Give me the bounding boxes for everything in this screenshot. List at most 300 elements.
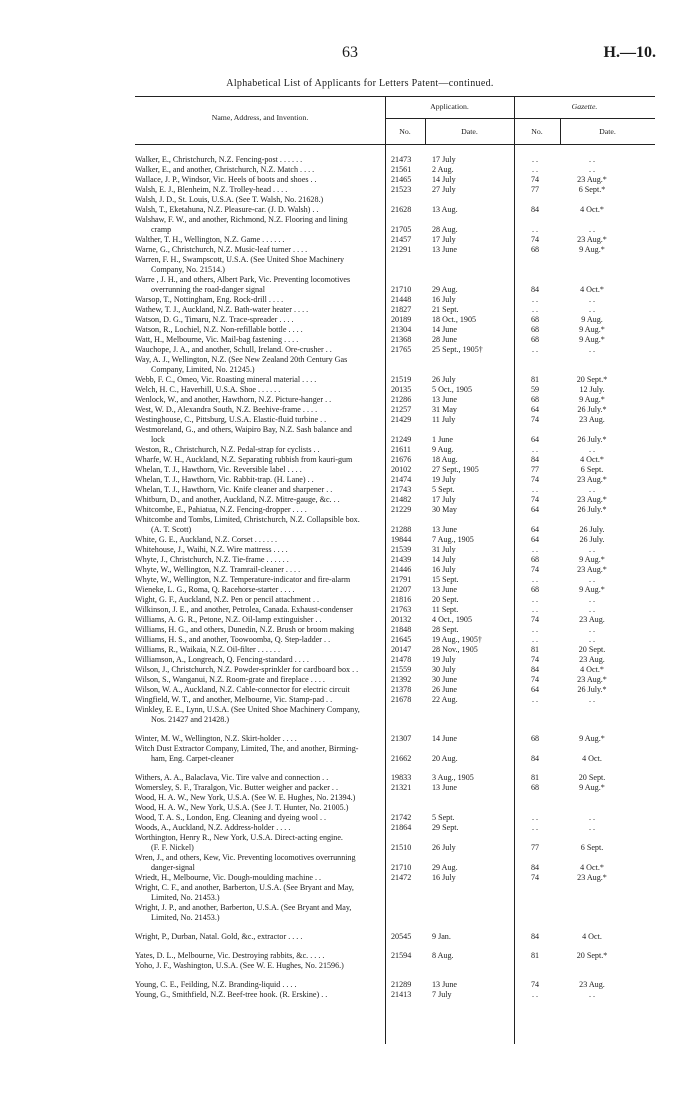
list-item (0, 165, 700, 175)
application-number: 20147 (391, 645, 412, 654)
application-number: 21519 (391, 375, 412, 384)
gazette-number: . . (531, 225, 539, 234)
application-date: 14 July (432, 555, 456, 564)
list-item (0, 275, 700, 295)
list-item (0, 245, 700, 255)
list-item (0, 485, 700, 495)
applicant-entry (0, 485, 385, 495)
applicant-text: Westmoreland, G., and others, Waipiro Bay, N.Z. Sash balance and (135, 425, 352, 434)
gazette-date: 26 July. (579, 525, 605, 534)
list-item (0, 793, 700, 803)
gazette-number: 81 (530, 951, 540, 960)
applicant-text-continued: Company, No. 21514.) (151, 265, 225, 274)
application-date: 15 Sept. (432, 575, 459, 584)
application-number: 21763 (391, 605, 412, 614)
gazette-number: . . (531, 155, 539, 164)
gazette-number: 81 (530, 645, 540, 654)
application-date: 16 July (432, 565, 456, 574)
list-item (0, 635, 700, 645)
gazette-number: 74 (530, 615, 540, 624)
application-number: 21827 (391, 305, 412, 314)
gazette-date: 20 Sept.* (576, 375, 608, 384)
gazette-date: 9 Aug.* (579, 555, 605, 564)
applicant-text: Williams, H. G., and others, Dunedin, N.Z. Brush or broom making (135, 625, 355, 634)
list-item (0, 932, 700, 942)
gazette-date: . . (588, 813, 596, 822)
gazette-number: 68 (530, 245, 540, 254)
list-item (0, 823, 700, 833)
applicant-entry (0, 155, 385, 165)
list-item (0, 783, 700, 793)
gazette-number: 68 (530, 315, 540, 324)
gazette-number: 74 (530, 175, 540, 184)
gazette-number: 64 (530, 405, 540, 414)
list-item (0, 255, 700, 275)
applicant-entry (0, 951, 385, 961)
applicant-text: Watson, D. G., Timaru, N.Z. Trace-spreader . . . . (135, 315, 294, 324)
gazette-date: . . (588, 990, 596, 999)
header-gazette: Gazette. (571, 102, 598, 111)
gazette-date: 26 July.* (577, 505, 607, 514)
applicant-entry (0, 195, 385, 205)
list-item (0, 415, 700, 425)
list-item (0, 605, 700, 615)
page-reference: H.—10. (603, 44, 656, 61)
applicant-text: Woods, A., Auckland, N.Z. Address-holder . . . . (135, 823, 291, 832)
gazette-number: 74 (530, 415, 540, 424)
application-date: 17 July (432, 235, 456, 244)
applicant-text: Walther, T. H., Wellington, N.Z. Game . . . . . . (135, 235, 285, 244)
applicant-entry (0, 245, 385, 255)
application-number: 21523 (391, 185, 412, 194)
gazette-number: 84 (530, 285, 540, 294)
application-number: 21561 (391, 165, 412, 174)
applicant-entry (0, 932, 385, 942)
gazette-date: . . (588, 305, 596, 314)
row-spacer (0, 725, 700, 734)
application-date: 18 Aug. (432, 455, 458, 464)
applicant-list (0, 155, 700, 1000)
application-number: 21611 (391, 445, 411, 454)
gazette-date: . . (588, 545, 596, 554)
application-date: 16 July (432, 873, 456, 882)
application-date: 11 July (432, 415, 456, 424)
list-item (0, 495, 700, 505)
applicant-text: Wright, J. P., and another, Barberton, U.S.A. (See Bryant and May, (135, 903, 352, 912)
application-number: 21368 (391, 335, 412, 344)
gazette-number: . . (531, 695, 539, 704)
gazette-number: 84 (530, 932, 540, 941)
application-number: 21257 (391, 405, 412, 414)
applicant-text: Walsh, T., Eketahuna, N.Z. Pleasure-car. (J. D. Walsh) . . (135, 205, 319, 214)
application-number: 21478 (391, 655, 412, 664)
gazette-number: 84 (530, 205, 540, 214)
application-number: 21249 (391, 435, 412, 444)
applicant-entry (0, 465, 385, 475)
application-date: 13 June (432, 783, 457, 792)
gazette-number: 74 (530, 495, 540, 504)
applicant-text: Wight, G. F., Auckland, N.Z. Pen or pencil attachment . . (135, 595, 320, 604)
application-date: 5 Sept. (432, 485, 455, 494)
gazette-date: . . (588, 595, 596, 604)
applicant-text: Walsh, J. D., St. Louis, U.S.A. (See T. Walsh, No. 21628.) (135, 195, 324, 204)
application-number: 19844 (391, 535, 412, 544)
list-item (0, 395, 700, 405)
application-date: 17 July (432, 155, 456, 164)
list-item (0, 803, 700, 813)
application-number: 21229 (391, 505, 412, 514)
applicant-text: Way, A. J., Wellington, N.Z. (See New Zealand 20th Century Gas (135, 355, 348, 364)
gazette-number: 74 (530, 475, 540, 484)
applicant-entry (0, 645, 385, 655)
applicant-entry (0, 515, 385, 535)
list-item (0, 615, 700, 625)
gazette-date: 23 Aug.* (577, 873, 607, 882)
applicant-entry (0, 595, 385, 605)
applicant-entry (0, 415, 385, 425)
application-date: 19 July (432, 655, 456, 664)
applicant-text: Winter, M. W., Wellington, N.Z. Skirt-holder . . . . (135, 734, 297, 743)
page-title: Alphabetical List of Applicants for Letters Patent—continued. (226, 78, 494, 89)
applicant-text: Warren, F. H., Swampscott, U.S.A. (See United Shoe Machinery (135, 255, 345, 264)
gazette-number: 74 (530, 565, 540, 574)
list-item (0, 705, 700, 725)
gazette-date: 4 Oct. (582, 932, 602, 941)
gazette-number: 64 (530, 505, 540, 514)
applicant-text: Warne, G., Christchurch, N.Z. Music-leaf turner . . . . (135, 245, 308, 254)
application-number: 21662 (391, 754, 412, 763)
list-item (0, 295, 700, 305)
application-date: 3 Aug., 1905 (432, 773, 474, 782)
applicant-text: Williams, A. G. R., Petone, N.Z. Oil-lamp extinguisher . . (135, 615, 322, 624)
applicant-text: Whyte, J., Christchurch, N.Z. Tie-frame . . . . . . (135, 555, 289, 564)
applicant-text: Wood, H. A. W., New York, U.S.A. (See W. E. Hughes, No. 21394.) (135, 793, 356, 802)
applicant-text: Wathew, T. J., Auckland, N.Z. Bath-water heater . . . . (135, 305, 309, 314)
application-date: 7 Aug., 1905 (432, 535, 474, 544)
gazette-date: 6 Sept. (580, 465, 604, 474)
applicant-entry (0, 345, 385, 355)
application-date: 14 June (432, 734, 457, 743)
row-spacer (0, 942, 700, 951)
application-date: 27 July (432, 185, 456, 194)
application-number: 21378 (391, 685, 412, 694)
list-item (0, 595, 700, 605)
gazette-date: 26 July. (579, 535, 605, 544)
applicant-text: Wren, J., and others, Kew, Vic. Preventing locomotives overrunning (135, 853, 356, 862)
applicant-text-continued: overrunning the road-danger signal (151, 285, 265, 294)
applicant-entry (0, 813, 385, 823)
application-number: 21710 (391, 285, 412, 294)
application-number: 21510 (391, 843, 412, 852)
applicant-text: Whitburn, D., and another, Auckland, N.Z. Mitre-gauge, &c. . . (135, 495, 340, 504)
application-date: 28 Aug. (432, 225, 458, 234)
applicant-entry (0, 575, 385, 585)
applicant-entry (0, 833, 385, 853)
gazette-date: 23 Aug. (579, 655, 605, 664)
gazette-date: . . (588, 625, 596, 634)
list-item (0, 195, 700, 205)
applicant-text: Wood, H. A. W., New York, U.S.A. (See J. T. Hunter, No. 21005.) (135, 803, 349, 812)
gazette-date: . . (588, 225, 596, 234)
applicant-text: Wright, P., Durban, Natal. Gold, &c., extractor . . . . (135, 932, 303, 941)
header-gaz-no: No. (531, 127, 543, 136)
list-item (0, 455, 700, 465)
applicant-entry (0, 175, 385, 185)
gazette-date: 23 Aug. (579, 615, 605, 624)
application-date: 31 July (432, 545, 456, 554)
gazette-date: . . (588, 445, 596, 454)
application-date: 13 June (432, 525, 457, 534)
gazette-date: . . (588, 605, 596, 614)
application-number: 21472 (391, 873, 412, 882)
list-item (0, 465, 700, 475)
applicant-entry (0, 744, 385, 764)
list-item (0, 215, 700, 235)
applicant-entry (0, 685, 385, 695)
list-item (0, 205, 700, 215)
applicant-text: Wingfield, W. T., and another, Melbourne, Vic. Stamp-pad . . (135, 695, 333, 704)
gazette-date: 9 Aug.* (579, 325, 605, 334)
application-number: 20545 (391, 932, 412, 941)
application-number: 21321 (391, 783, 412, 792)
list-item (0, 575, 700, 585)
list-item (0, 515, 700, 535)
list-item (0, 980, 700, 990)
gazette-number: 68 (530, 335, 540, 344)
list-item (0, 505, 700, 515)
header-gaz-date: Date. (599, 127, 616, 136)
applicant-text: White, G. E., Auckland, N.Z. Corset . . . . . . (135, 535, 278, 544)
applicant-text: Whelan, T. J., Hawthorn, Vic. Rabbit-trap. (H. Lane) . . (135, 475, 314, 484)
list-item (0, 405, 700, 415)
application-date: 5 Sept. (432, 813, 455, 822)
application-number: 21816 (391, 595, 412, 604)
gazette-date: 20 Sept.* (576, 951, 608, 960)
gazette-number: . . (531, 545, 539, 554)
table-header (135, 96, 655, 144)
list-item (0, 585, 700, 595)
gazette-date: 9 Aug.* (579, 245, 605, 254)
application-date: 13 June (432, 395, 457, 404)
applicant-text: Whelan, T. J., Hawthorn, Vic. Reversible label . . . . (135, 465, 302, 474)
applicant-entry (0, 475, 385, 485)
list-item (0, 665, 700, 675)
applicant-entry (0, 355, 385, 375)
applicant-entry (0, 961, 385, 971)
gazette-date: . . (588, 823, 596, 832)
list-item (0, 315, 700, 325)
application-number: 21594 (391, 951, 412, 960)
gazette-number: 84 (530, 665, 540, 674)
applicant-entry (0, 665, 385, 675)
applicant-entry (0, 325, 385, 335)
applicant-text: Welch, H. C., Haverhill, U.S.A. Shoe . . . . . . (135, 385, 281, 394)
applicant-text: Walker, E., and another, Christchurch, N.Z. Match . . . . (135, 165, 315, 174)
application-number: 21448 (391, 295, 412, 304)
applicant-entry (0, 565, 385, 575)
applicant-entry (0, 675, 385, 685)
applicant-text: Walshaw, F. W., and another, Richmond, N.Z. Flooring and lining (135, 215, 348, 224)
applicant-entry (0, 495, 385, 505)
applicant-entry (0, 705, 385, 725)
list-item (0, 545, 700, 555)
applicant-text-continued: Company, Limited, No. 21245.) (151, 365, 255, 374)
list-item (0, 695, 700, 705)
gazette-number: . . (531, 813, 539, 822)
list-item (0, 345, 700, 355)
application-date: 19 July (432, 475, 456, 484)
application-date: 18 Oct., 1905 (432, 315, 477, 324)
application-number: 21559 (391, 665, 412, 674)
applicant-text: Wallace, J. P., Windsor, Vic. Heels of boots and shoes . . (135, 175, 317, 184)
gazette-date: 9 Aug. (581, 315, 603, 324)
application-date: 29 Aug. (432, 285, 458, 294)
gazette-number: 68 (530, 395, 540, 404)
applicant-entry (0, 980, 385, 990)
application-number: 21482 (391, 495, 412, 504)
application-number: 19833 (391, 773, 412, 782)
gazette-date: 23 Aug.* (577, 675, 607, 684)
application-date: 19 Aug., 1905† (432, 635, 482, 644)
application-number: 21539 (391, 545, 412, 554)
application-date: 2 Aug. (432, 165, 454, 174)
gazette-number: . . (531, 575, 539, 584)
application-date: 27 Sept., 1905 (432, 465, 479, 474)
applicant-text: Wilkinson, J. E., and another, Petrolea, Canada. Exhaust-condenser (135, 605, 353, 614)
application-number: 21645 (391, 635, 412, 644)
applicant-text: Withers, A. A., Balaclava, Vic. Tire valve and connection . . (135, 773, 329, 782)
gazette-number: . . (531, 990, 539, 999)
applicant-text: Wood, T. A. S., London, Eng. Cleaning and dyeing wool . . (135, 813, 327, 822)
gazette-number: . . (531, 635, 539, 644)
applicant-text: Watt, H., Melbourne, Vic. Mail-bag fastening . . . . (135, 335, 299, 344)
gazette-number: 68 (530, 555, 540, 564)
applicant-entry (0, 734, 385, 744)
application-date: 14 June (432, 325, 457, 334)
gazette-date: 23 Aug. (579, 980, 605, 989)
gazette-number: . . (531, 295, 539, 304)
gazette-date: 9 Aug.* (579, 395, 605, 404)
list-item (0, 744, 700, 764)
gazette-number: 81 (530, 773, 540, 782)
list-item (0, 475, 700, 485)
applicant-entry (0, 205, 385, 215)
application-number: 21286 (391, 395, 412, 404)
applicant-text: Whitcombe and Tombs, Limited, Christchurch, N.Z. Collapsible box. (135, 515, 360, 524)
list-item (0, 555, 700, 565)
application-date: 28 Nov., 1905 (432, 645, 478, 654)
gazette-date: 4 Oct.* (580, 863, 604, 872)
gazette-date: 26 July.* (577, 405, 607, 414)
gazette-number: . . (531, 445, 539, 454)
applicant-entry (0, 235, 385, 245)
applicant-text: Wilson, W. A., Auckland, N.Z. Cable-connector for electric circuit (135, 685, 350, 694)
list-item (0, 325, 700, 335)
application-date: 22 Aug. (432, 695, 458, 704)
application-number: 21765 (391, 345, 412, 354)
list-item (0, 385, 700, 395)
application-number: 21446 (391, 565, 412, 574)
applicant-entry (0, 605, 385, 615)
application-date: 28 June (432, 335, 457, 344)
gazette-date: 20 Sept. (578, 645, 606, 654)
applicant-entry (0, 635, 385, 645)
list-item (0, 990, 700, 1000)
application-number: 21473 (391, 155, 412, 164)
gazette-number: 74 (530, 235, 540, 244)
applicant-text: Yoho, J. F., Washington, U.S.A. (See W. E. Hughes, No. 21596.) (135, 961, 344, 970)
application-date: 30 June (432, 675, 457, 684)
application-date: 8 Aug. (432, 951, 454, 960)
applicant-entry (0, 823, 385, 833)
applicant-text: Whitcombe, E., Pahiatua, N.Z. Fencing-dropper . . . . (135, 505, 307, 514)
application-number: 21676 (391, 455, 412, 464)
applicant-entry (0, 793, 385, 803)
application-number: 21291 (391, 245, 412, 254)
gazette-number: 77 (530, 185, 540, 194)
applicant-text-continued: Limited, No. 21453.) (151, 893, 220, 902)
applicant-text-continued: cramp (151, 225, 172, 234)
applicant-text: Worthington, Henry R., New York, U.S.A. Direct-acting engine. (135, 833, 343, 842)
applicant-entry (0, 853, 385, 873)
list-item (0, 813, 700, 823)
application-date: 13 June (432, 585, 457, 594)
list-item (0, 235, 700, 245)
application-number: 21429 (391, 415, 412, 424)
applicant-entry (0, 695, 385, 705)
application-date: 14 July (432, 175, 456, 184)
application-date: 28 Sept. (432, 625, 459, 634)
applicant-entry (0, 395, 385, 405)
gazette-date: . . (588, 635, 596, 644)
application-number: 20132 (391, 615, 412, 624)
applicant-text: Yates, D. L., Melbourne, Vic. Destroying rabbits, &c. . . . . (135, 951, 325, 960)
list-item (0, 833, 700, 853)
gazette-number: 64 (530, 535, 540, 544)
applicant-text-continued: (F. F. Nickel) (151, 843, 194, 852)
applicant-text: Walker, E., Christchurch, N.Z. Fencing-post . . . . . . (135, 155, 303, 164)
list-item (0, 951, 700, 961)
gazette-number: . . (531, 165, 539, 174)
applicant-entry (0, 545, 385, 555)
application-date: 25 Sept., 1905† (432, 345, 483, 354)
application-number: 21474 (391, 475, 412, 484)
application-number: 21628 (391, 205, 412, 214)
gazette-date: 23 Aug.* (577, 175, 607, 184)
application-number: 21465 (391, 175, 412, 184)
row-spacer (0, 923, 700, 932)
header-app-date: Date. (461, 127, 478, 136)
gazette-number: . . (531, 485, 539, 494)
applicant-text: Williams, H. S., and another, Toowoomba, Q. Step-ladder . . (135, 635, 331, 644)
applicant-text: Wriedt, H., Melbourne, Vic. Dough-moulding machine . . (135, 873, 322, 882)
gazette-date: 6 Sept. (580, 843, 604, 852)
applicant-entry (0, 655, 385, 665)
application-date: 21 Sept. (432, 305, 459, 314)
page-number: 63 (342, 44, 358, 61)
applicant-text: Webb, F. C., Omeo, Vic. Roasting mineral material . . . . (135, 375, 317, 384)
gazette-number: 74 (530, 675, 540, 684)
gazette-date: 23 Aug. (579, 415, 605, 424)
list-item (0, 873, 700, 883)
row-spacer (0, 764, 700, 773)
list-item (0, 375, 700, 385)
application-date: 4 Oct., 1905 (432, 615, 473, 624)
application-date: 13 June (432, 245, 457, 254)
list-item (0, 625, 700, 635)
gazette-number: 77 (530, 843, 540, 852)
applicant-entry (0, 405, 385, 415)
